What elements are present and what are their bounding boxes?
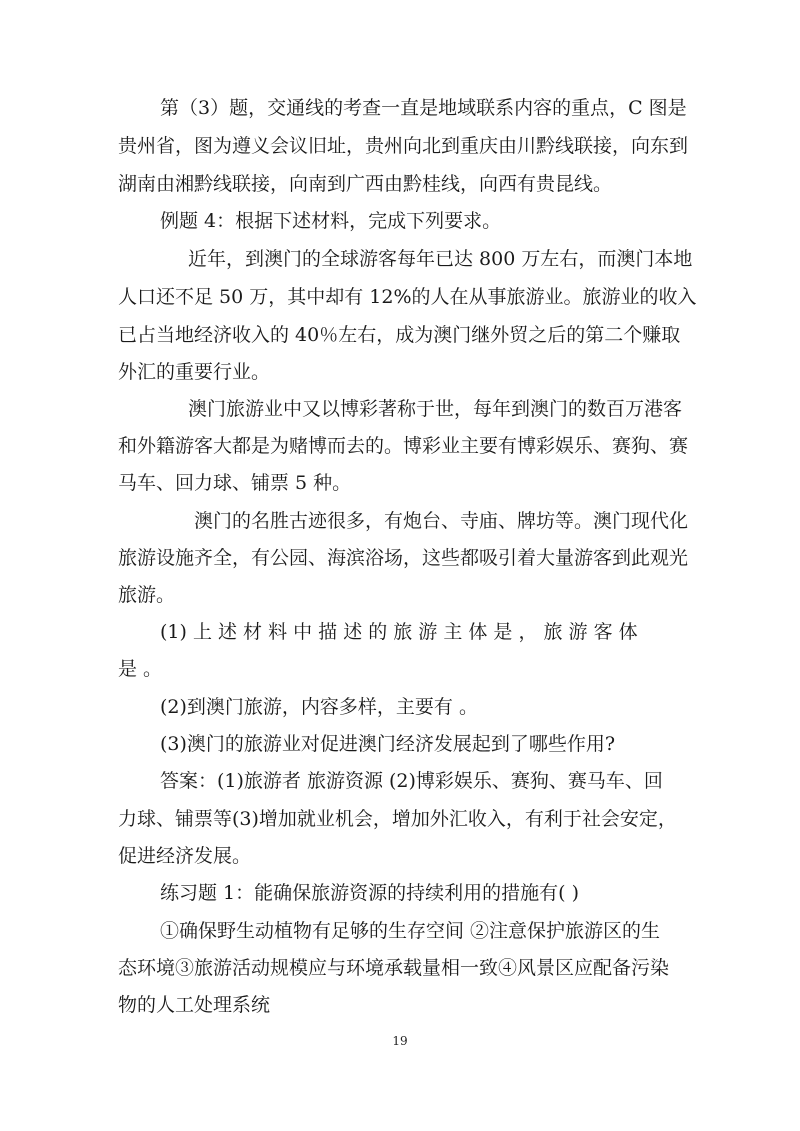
text-line: 澳门旅游业中又以博彩著称于世，每年到澳门的数百万港客 — [188, 398, 683, 420]
question-2: (2)到澳门旅游，内容多样，主要有 。 — [160, 696, 478, 718]
question-1: (1) 上 述 材 料 中 描 述 的 旅 游 主 体 是 ， 旅 游 客 体 — [160, 621, 638, 643]
answer-line: 促进经济发展。 — [118, 845, 252, 867]
answer-line: 答案：(1)旅游者 旅游资源 (2)博彩娱乐、赛狗、赛马车、回 — [160, 770, 663, 792]
text-line: 马车、回力球、铺票 5 种。 — [118, 472, 352, 494]
text-line: 旅游。 — [118, 584, 176, 606]
text-line: 近年，到澳门的全球游客每年已达 800 万左右，而澳门本地 — [188, 248, 693, 270]
question-1-cont: 是 。 — [118, 658, 163, 680]
text-line: 湖南由湘黔线联接，向南到广西由黔桂线，向西有贵昆线。 — [118, 173, 613, 195]
exercise-1-heading: 练习题 1：能确保旅游资源的持续利用的措施有( ) — [160, 882, 579, 904]
page-number: 19 — [392, 1034, 408, 1048]
exercise-option: 态环境③旅游活动规模应与环境承载量相一致④风景区应配备污染 — [118, 957, 670, 979]
heading-example-4: 例题 4：根据下述材料，完成下列要求。 — [160, 210, 502, 232]
exercise-option: ①确保野生动植物有足够的生存空间 ②注意保护旅游区的生 — [160, 920, 661, 942]
question-3: (3)澳门的旅游业对促进澳门经济发展起到了哪些作用? — [160, 733, 616, 755]
text-line: 贵州省，图为遵义会议旧址，贵州向北到重庆由川黔线联接，向东到 — [118, 135, 689, 157]
text-line: 外汇的重要行业。 — [118, 361, 271, 383]
exercise-option: 物的人工处理系统 — [118, 994, 271, 1016]
text-line: 澳门的名胜古迹很多，有炮台、寺庙、牌坊等。澳门现代化 — [194, 510, 689, 532]
text-line: 旅游设施齐全，有公园、海滨浴场，这些都吸引着大量游客到此观光 — [118, 547, 689, 569]
text-line: 已占当地经济收入的 40％左右，成为澳门继外贸之后的第二个赚取 — [118, 324, 681, 346]
text-line: 第（3）题，交通线的考查一直是地域联系内容的重点，C 图是 — [160, 97, 687, 119]
text-line: 和外籍游客大都是为赌博而去的。博彩业主要有博彩娱乐、赛狗、赛 — [118, 435, 689, 457]
text-line: 人口还不足 50 万，其中却有 12%的人在从事旅游业。旅游业的收入 — [118, 286, 697, 308]
answer-line: 力球、铺票等(3)增加就业机会，增加外汇收入，有利于社会安定， — [118, 808, 677, 830]
